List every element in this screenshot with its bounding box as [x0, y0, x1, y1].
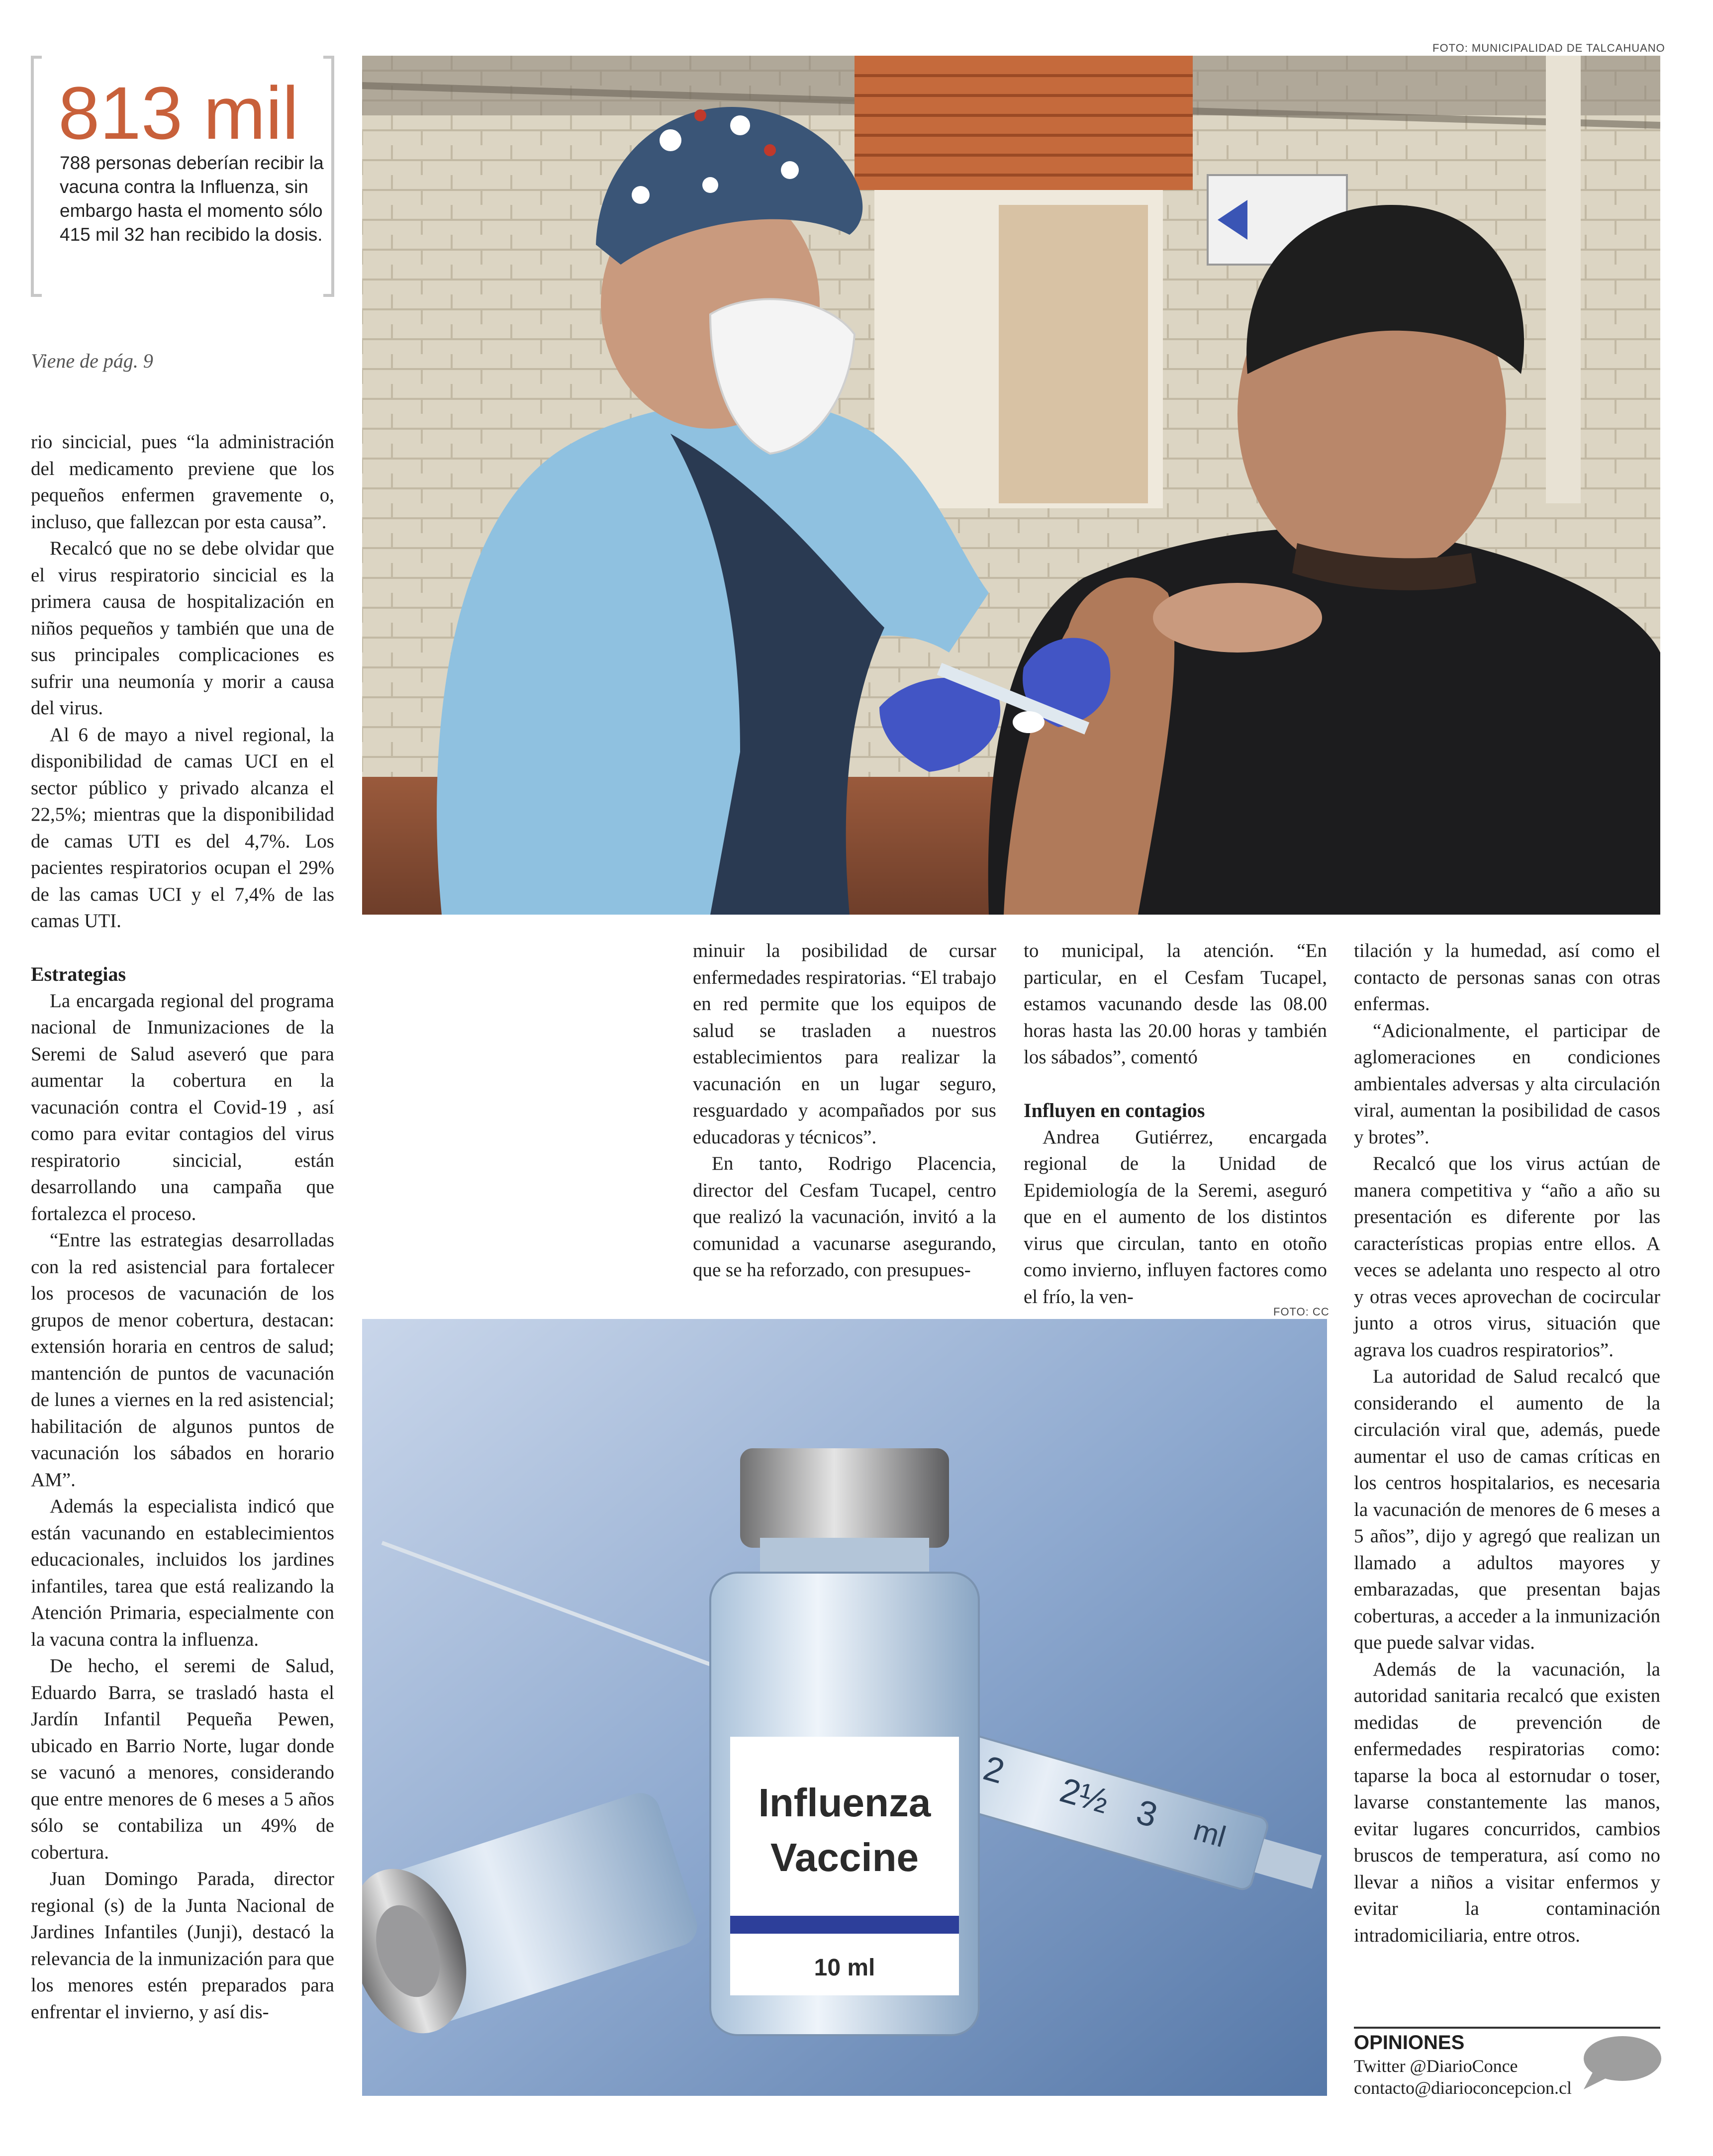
article-column-1	[31, 429, 334, 2025]
stat-description: 788 personas deberían recibir la vacuna contra la Influenza, sin embargo hasta el momento sólo 415 mil 32 han recibido la dosis.	[60, 153, 324, 245]
continued-from: Viene de pág. 9	[31, 350, 153, 372]
col4-paragraph: Además de la vacunación, la autoridad sanitaria recalcó que existen medidas de prevención de enfermedades respiratorias como: taparse la boca al estornudar o toser, lavarse constantemente las manos, evitar lugares concurridos, cambios bruscos de temperatura, así como no llevar a niños a visitar enfermos y evitar la contaminación intradomiciliaria, entre otros.	[1354, 1658, 1660, 1946]
vaccination-illustration	[362, 56, 1660, 915]
syringe-mark-1: 2	[979, 1748, 1009, 1791]
bracket-left	[31, 56, 42, 297]
spacer	[31, 935, 334, 961]
col3-paragraph: to municipal, la atención. “En particular, en el Cesfam Tucapel, estamos vacunando desde las 08.00 horas hasta las 20.00 horas y también los sábados”, comentó	[1024, 940, 1327, 1068]
col1-paragraph: La encargada regional del programa nacional de Inmunizaciones de la Seremi de Salud aseveró que para aumentar la cobertura en la vacunación contra el Covid-19 , así como para evitar contagios del virus respiratorio sincicial, están desarrollando una campaña que fortalezca el proceso.	[31, 990, 334, 1224]
opiniones-twitter[interactable]: Twitter @DiarioConce	[1354, 2056, 1518, 2076]
article-column-3	[1024, 937, 1327, 1310]
article-column-4	[1354, 937, 1660, 1949]
col1-paragraph: Juan Domingo Parada, director regional (s) de la Junta Nacional de Jardines Infantiles (Junji), destacó la relevancia de la inmunización para que los menores estén preparados para enfrentar el invierno, y así dis-	[31, 1868, 334, 2023]
col4-paragraph: “Adicionalmente, el participar de aglomeraciones en condiciones ambientales adversas y alta circulación viral, aumentan la posibilidad de casos y brotes”.	[1354, 1020, 1660, 1148]
vaccine-vial-photo	[362, 1319, 1327, 2096]
col2-paragraph: En tanto, Rodrigo Placencia, director del Cesfam Tucapel, centro que realizó la vacunación, invitó a la comunidad a vacunarse asegurando, que se ha reforzado, con presupues-	[693, 1153, 996, 1281]
photo-credit-bottom: FOTO: CC	[1273, 1306, 1330, 1318]
col1-paragraph: Además la especialista indicó que están vacunando en establecimientos educacionales, incluidos los jardines infantiles, tarea que está realizando la Atención Primaria, especialmente con la vacuna contra la influenza.	[31, 1496, 334, 1650]
col1-paragraph: Al 6 de mayo a nivel regional, la disponibilidad de camas UCI en el sector público y privado alcanza el 22,5%; mientras que la disponibilidad de camas UTI es del 4,7%. Los pacientes respiratorios ocupan el 29% de las camas UCI y el 7,4% de las camas UTI.	[31, 724, 334, 932]
syringe-mark-3: 3	[1132, 1792, 1162, 1835]
vaccine-label-line1: Influenza	[758, 1781, 931, 1825]
section-heading: Influyen en contagios	[1024, 1099, 1205, 1122]
section-heading: Estrategias	[31, 963, 126, 985]
syringe-mark-unit: ml	[1190, 1813, 1230, 1854]
opiniones-box	[1354, 2027, 1660, 2098]
stat-number: 813 mil	[58, 71, 299, 155]
vaccination-photo	[362, 56, 1660, 915]
photo-credit-top: FOTO: MUNICIPALIDAD DE TALCAHUANO	[1432, 42, 1665, 54]
col3-paragraph: Andrea Gutiérrez, encargada regional de la Unidad de Epidemiología de la Seremi, aseguró que en el aumento de los distintos virus que circulan, tanto en otoño como invierno, influyen factores como el frío, la ven-	[1024, 1126, 1327, 1308]
col4-paragraph: La autoridad de Salud recalcó que considerando el aumento de la circulación viral que, además, puede aumentar el uso de camas críticas en los centros hospitalarios, es necesaria la vacunación de menores de 6 meses a 5 años”, dijo y agregó que realizan un llamado a adultos mayores y embarazadas, que presentan bajas coberturas, a acceder a la inmunización que puede salvar vidas.	[1354, 1366, 1660, 1653]
opiniones-email[interactable]: contacto@diarioconcepcion.cl	[1354, 2078, 1572, 2098]
vaccine-illustration	[362, 1319, 1327, 2096]
opiniones-title: OPINIONES	[1354, 2032, 1465, 2054]
syringe-mark-2: 2½	[1055, 1770, 1113, 1821]
vaccine-label-volume: 10 ml	[814, 1955, 875, 1981]
col1-paragraph: Recalcó que no se debe olvidar que el virus respiratorio sincicial es la primera causa de hospitalización en niños pequeños y también que una de sus principales complicaciones es sufrir una neumonía y morir a causa del virus.	[31, 538, 334, 719]
stat-box	[31, 56, 334, 297]
col4-paragraph: tilación y la humedad, así como el contacto de personas sanas con otras enfermas.	[1354, 940, 1660, 1015]
article-column-2	[693, 937, 996, 1284]
col2-paragraph: minuir la posibilidad de cursar enfermedades respiratorias. “El trabajo en red permite que los equipos de salud se trasladen a nuestros establecimientos para realizar la vacunación en un lugar seguro, resguardado y acompañados por sus educadoras y técnicos”.	[693, 940, 996, 1148]
col1-paragraph: rio sincicial, pues “la administración del medicamento previene que los pequeños enfermen gravemente o, incluso, que fallezcan por esta causa”.	[31, 431, 334, 533]
speech-bubble-icon	[1578, 2034, 1662, 2093]
spacer	[1024, 1071, 1327, 1098]
col1-paragraph: “Entre las estrategias desarrolladas con la red asistencial para fortalecer los procesos de vacunación de los grupos de menor cobertura, destacan: extensión horaria en centros de salud; mantención de puntos de vacunación de lunes a viernes en la red asistencial; habilitación de algunos puntos de vacunación los sábados en horario AM”.	[31, 1229, 334, 1491]
col1-paragraph: De hecho, el seremi de Salud, Eduardo Barra, se trasladó hasta el Jardín Infantil Pequeña Pewen, ubicado en Barrio Norte, lugar donde se vacunó a menores, considerando que entre menores de 6 meses a 5 años sólo se contabiliza un 49% de cobertura.	[31, 1655, 334, 1863]
vaccine-label-line2: Vaccine	[770, 1835, 919, 1879]
col4-paragraph: Recalcó que los virus actúan de manera competitiva y “año a año su presentación es diferente por las características propias entre ellos. A veces se adelanta uno respecto al otro y otras veces aprovechan de cocircular junto a otros virus, situación que agrava los cuadros respiratorios”.	[1354, 1153, 1660, 1361]
